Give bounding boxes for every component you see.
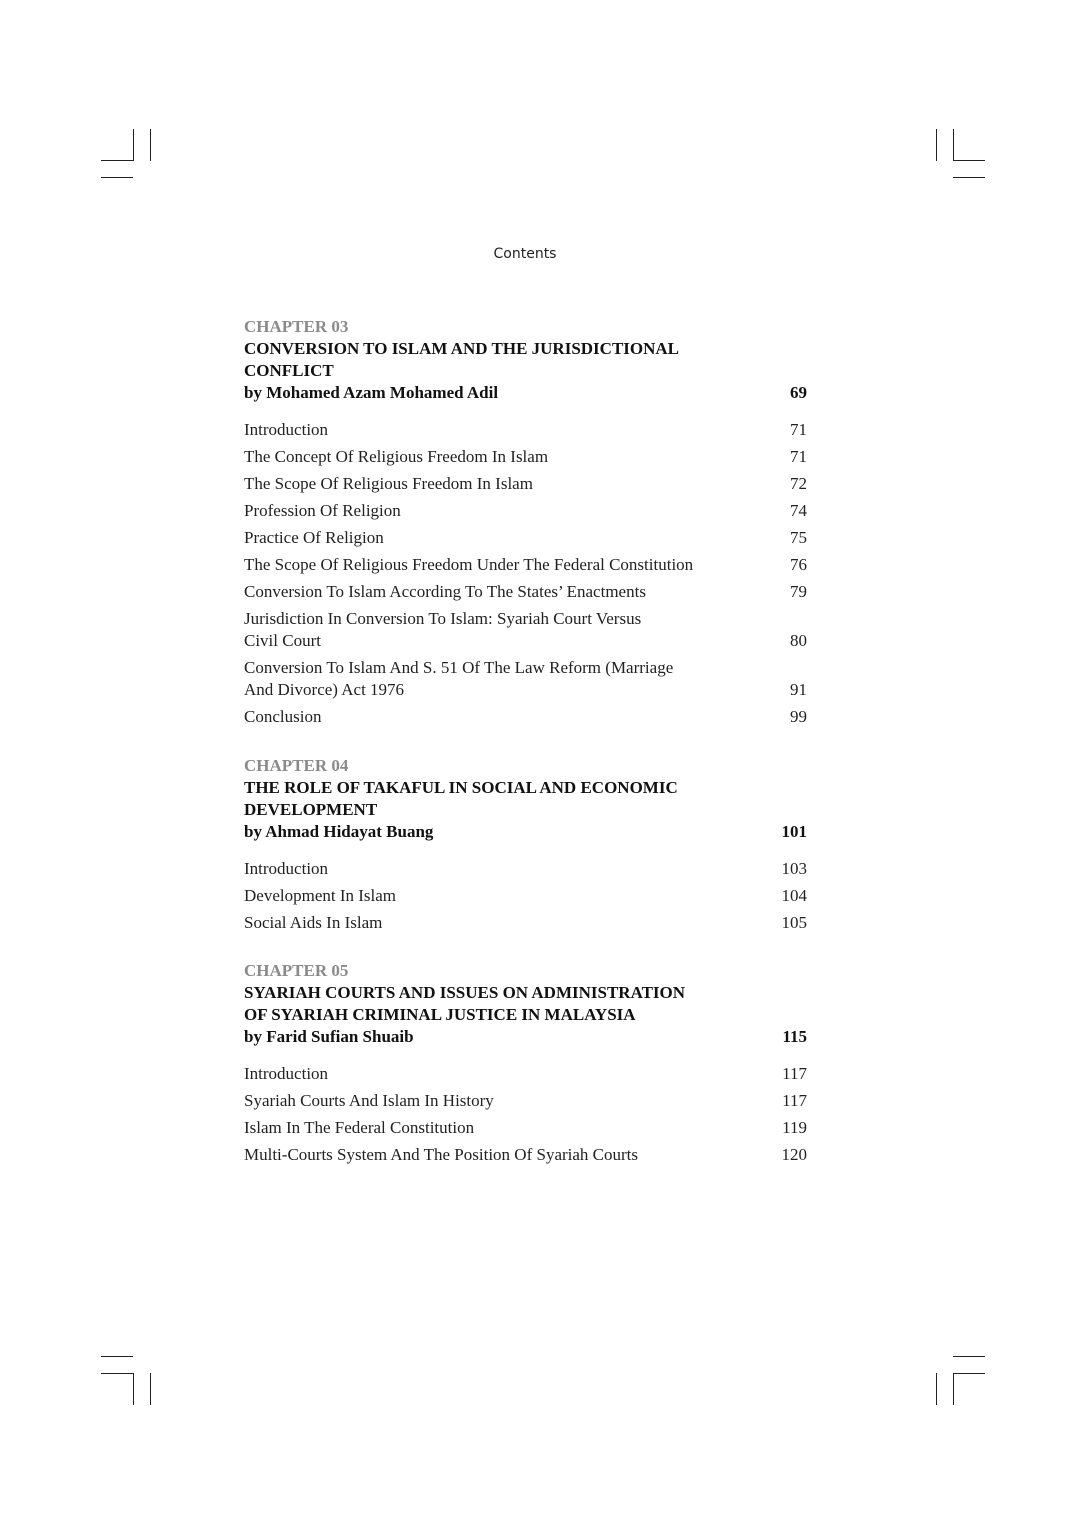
toc-entry[interactable] (244, 527, 807, 549)
entry-title: Social Aids In Islam (244, 913, 383, 932)
crop-mark (101, 1373, 133, 1374)
toc-entry[interactable] (244, 1063, 807, 1085)
entry-title-line: Conversion To Islam And S. 51 Of The Law Reform (Marriage (244, 658, 674, 677)
crop-mark (953, 1356, 985, 1357)
crop-mark (133, 129, 134, 161)
entry-title: The Scope Of Religious Freedom In Islam (244, 474, 533, 493)
entry-title (244, 608, 641, 652)
chapter-title-line: CONFLICT (244, 361, 334, 380)
entry-title-line: Jurisdiction In Conversion To Islam: Syariah Court Versus (244, 609, 642, 628)
toc-chapter-03 (244, 316, 807, 733)
running-head: Contents (493, 246, 557, 262)
crop-mark (953, 129, 954, 161)
toc-entry[interactable] (244, 554, 807, 576)
chapter-page: 115 (782, 1027, 807, 1046)
entry-page: 117 (782, 1064, 807, 1083)
crop-mark (101, 1356, 133, 1357)
toc-entry[interactable] (244, 608, 807, 652)
crop-mark (953, 1373, 954, 1405)
crop-mark (150, 129, 151, 161)
crop-mark (953, 1373, 985, 1374)
toc-chapter-04 (244, 755, 807, 939)
entry-title: Conclusion (244, 707, 322, 726)
entry-title-line: Civil Court (244, 631, 321, 650)
crop-mark (953, 177, 985, 178)
entry-title (244, 657, 673, 701)
toc-entries (244, 858, 807, 934)
chapter-title-line: SYARIAH COURTS AND ISSUES ON ADMINISTRATION (244, 983, 686, 1002)
entry-title: Multi-Courts System And The Position Of Syariah Courts (244, 1145, 639, 1164)
chapter-page: 101 (781, 822, 807, 841)
entry-title: The Concept Of Religious Freedom In Islam (244, 447, 549, 466)
crop-mark (936, 129, 937, 161)
chapter-title-line: THE ROLE OF TAKAFUL IN SOCIAL AND ECONOMIC (244, 778, 678, 797)
toc-entry[interactable] (244, 446, 807, 468)
toc-entry[interactable] (244, 419, 807, 441)
entry-page: 79 (790, 582, 807, 601)
chapter-title-line: DEVELOPMENT (244, 800, 378, 819)
toc-entry[interactable] (244, 657, 807, 701)
entry-page: 91 (790, 680, 807, 699)
chapter-author-row[interactable] (244, 1026, 807, 1048)
chapter-title (244, 338, 807, 382)
crop-mark (953, 160, 985, 161)
entry-title: Introduction (244, 420, 329, 439)
chapter-author-row[interactable] (244, 382, 807, 404)
crop-mark (101, 177, 133, 178)
toc-entry[interactable] (244, 473, 807, 495)
toc-entry[interactable] (244, 858, 807, 880)
entry-page: 105 (781, 913, 807, 932)
entry-page: 104 (781, 886, 807, 905)
crop-mark (101, 160, 133, 161)
entry-title: The Scope Of Religious Freedom Under The Federal Constitution (244, 555, 694, 574)
toc-entry[interactable] (244, 912, 807, 934)
entry-page: 76 (790, 555, 807, 574)
chapter-author: by Ahmad Hidayat Buang (244, 822, 434, 841)
toc-entry[interactable] (244, 1090, 807, 1112)
chapter-title (244, 982, 807, 1026)
entry-page: 71 (790, 420, 807, 439)
entry-page: 80 (790, 631, 807, 650)
entry-page: 74 (790, 501, 807, 520)
chapter-page: 69 (790, 383, 807, 402)
toc-entry[interactable] (244, 885, 807, 907)
entry-page: 99 (790, 707, 807, 726)
entry-title: Introduction (244, 1064, 329, 1083)
toc-entries (244, 1063, 807, 1166)
toc-entries (244, 419, 807, 728)
entry-title: Syariah Courts And Islam In History (244, 1091, 494, 1110)
chapter-author: by Farid Sufian Shuaib (244, 1027, 414, 1046)
entry-page: 120 (781, 1145, 807, 1164)
toc-entry[interactable] (244, 706, 807, 728)
entry-page: 103 (781, 859, 807, 878)
toc-entry[interactable] (244, 500, 807, 522)
chapter-title-line: OF SYARIAH CRIMINAL JUSTICE IN MALAYSIA (244, 1005, 636, 1024)
entry-title: Development In Islam (244, 886, 397, 905)
entry-page: 75 (790, 528, 807, 547)
entry-title: Practice Of Religion (244, 528, 384, 547)
entry-page: 119 (782, 1118, 807, 1137)
toc-entry[interactable] (244, 1117, 807, 1139)
chapter-title (244, 777, 807, 821)
chapter-number: CHAPTER 05 (244, 961, 349, 980)
chapter-author-row[interactable] (244, 821, 807, 843)
toc-entry[interactable] (244, 581, 807, 603)
crop-mark (150, 1373, 151, 1405)
entry-page: 72 (790, 474, 807, 493)
toc-chapter-05 (244, 960, 807, 1171)
crop-mark (133, 1373, 134, 1405)
toc-entry[interactable] (244, 1144, 807, 1166)
entry-title: Islam In The Federal Constitution (244, 1118, 475, 1137)
entry-title-line: And Divorce) Act 1976 (244, 680, 405, 699)
entry-page: 71 (790, 447, 807, 466)
entry-page: 117 (782, 1091, 807, 1110)
chapter-title-line: CONVERSION TO ISLAM AND THE JURISDICTIONAL (244, 339, 680, 358)
entry-title: Conversion To Islam According To The States’ Enactments (244, 582, 646, 601)
chapter-number: CHAPTER 03 (244, 317, 349, 336)
crop-mark (936, 1373, 937, 1405)
entry-title: Profession Of Religion (244, 501, 401, 520)
chapter-number: CHAPTER 04 (244, 756, 349, 775)
chapter-author: by Mohamed Azam Mohamed Adil (244, 383, 499, 402)
entry-title: Introduction (244, 859, 329, 878)
